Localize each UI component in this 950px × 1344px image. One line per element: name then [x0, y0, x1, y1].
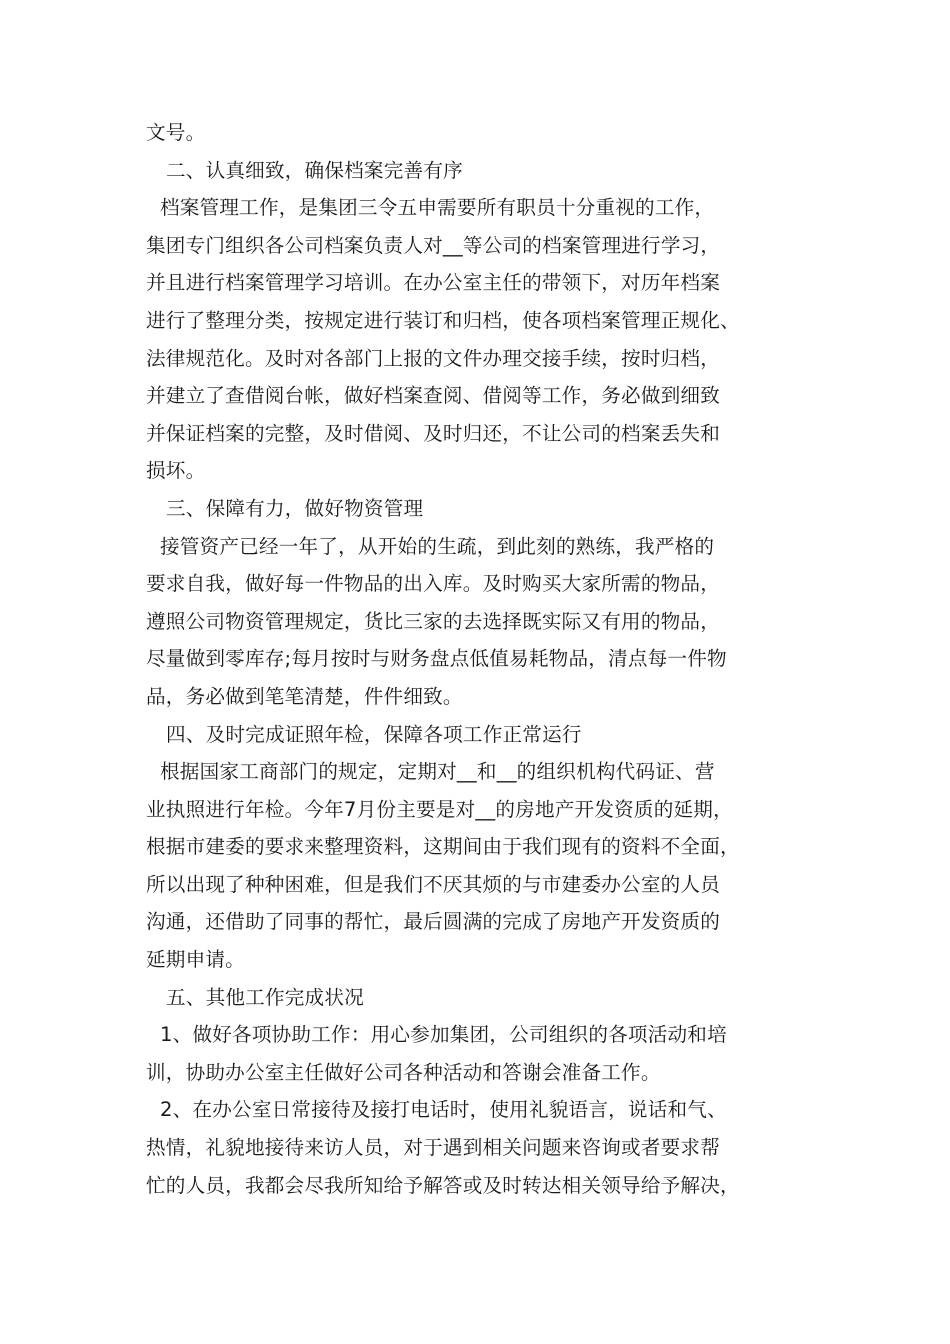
text-line: 根据国家工商部门的规定，定期对__和__的组织机构代码证、营 — [160, 760, 715, 784]
document-body — [146, 114, 818, 1204]
text-line: 尽量做到零库存;每月按时与财务盘点低值易耗物品，清点每一件物 — [146, 647, 727, 671]
text-line: 文号。 — [146, 121, 206, 144]
text-line: 法律规范化。及时对各部门上报的文件办理交接手续，按时归档， — [146, 346, 721, 370]
text-line: 四、及时完成证照年检，保障各项工作正常运行 — [166, 722, 582, 746]
text-line: 品，务必做到笔笔清楚，件件细致。 — [146, 684, 463, 708]
text-line: 所以出现了种种困难，但是我们不厌其烦的与市建委办公室的人员 — [146, 872, 721, 896]
text-line: 并且进行档案管理学习培训。在办公室主任的带领下，对历年档案 — [146, 271, 721, 295]
text-line: 损坏。 — [146, 459, 206, 483]
text-line: 2、在办公室日常接待及接打电话时，使用礼貌语言，说话和气、 — [160, 1098, 727, 1122]
text-line: 进行了整理分类，按规定进行装订和归档，使各项档案管理正规化、 — [146, 308, 740, 332]
text-line: 档案管理工作，是集团三令五申需要所有职员十分重视的工作， — [160, 196, 715, 220]
text-line: 根据市建委的要求来整理资料，这期间由于我们现有的资料不全面， — [146, 835, 740, 859]
text-line: 二、认真细致，确保档案完善有序 — [166, 158, 463, 182]
text-line: 热情，礼貌地接待来访人员，对于遇到相关问题来咨询或者要求帮 — [146, 1136, 721, 1160]
text-line: 五、其他工作完成状况 — [166, 985, 364, 1009]
text-line: 沟通，还借助了同事的帮忙，最后圆满的完成了房地产开发资质的 — [146, 910, 721, 934]
text-line: 并建立了查借阅台帐，做好档案查阅、借阅等工作，务必做到细致 — [146, 384, 721, 408]
text-line: 三、保障有力，做好物资管理 — [166, 496, 424, 520]
text-line: 忙的人员，我都会尽我所知给予解答或及时转达相关领导给予解决， — [146, 1173, 740, 1197]
text-line: 1、做好各项协助工作：用心参加集团，公司组织的各项活动和培 — [160, 1023, 727, 1047]
text-line: 要求自我，做好每一件物品的出入库。及时购买大家所需的物品， — [146, 572, 721, 596]
text-line: 遵照公司物资管理规定，货比三家的去选择既实际又有用的物品， — [146, 609, 721, 633]
text-line: 业执照进行年检。今年7月份主要是对__的房地产开发资质的延期， — [146, 797, 733, 821]
text-line: 接管资产已经一年了，从开始的生疏，到此刻的熟练，我严格的 — [160, 534, 715, 558]
text-line: 训，协助办公室主任做好公司各种活动和答谢会准备工作。 — [146, 1060, 661, 1084]
text-line: 延期申请。 — [146, 948, 245, 972]
text-line: 并保证档案的完整，及时借阅、及时归还，不让公司的档案丢失和 — [146, 421, 721, 445]
text-line: 集团专门组织各公司档案负责人对__等公司的档案管理进行学习， — [146, 233, 721, 257]
